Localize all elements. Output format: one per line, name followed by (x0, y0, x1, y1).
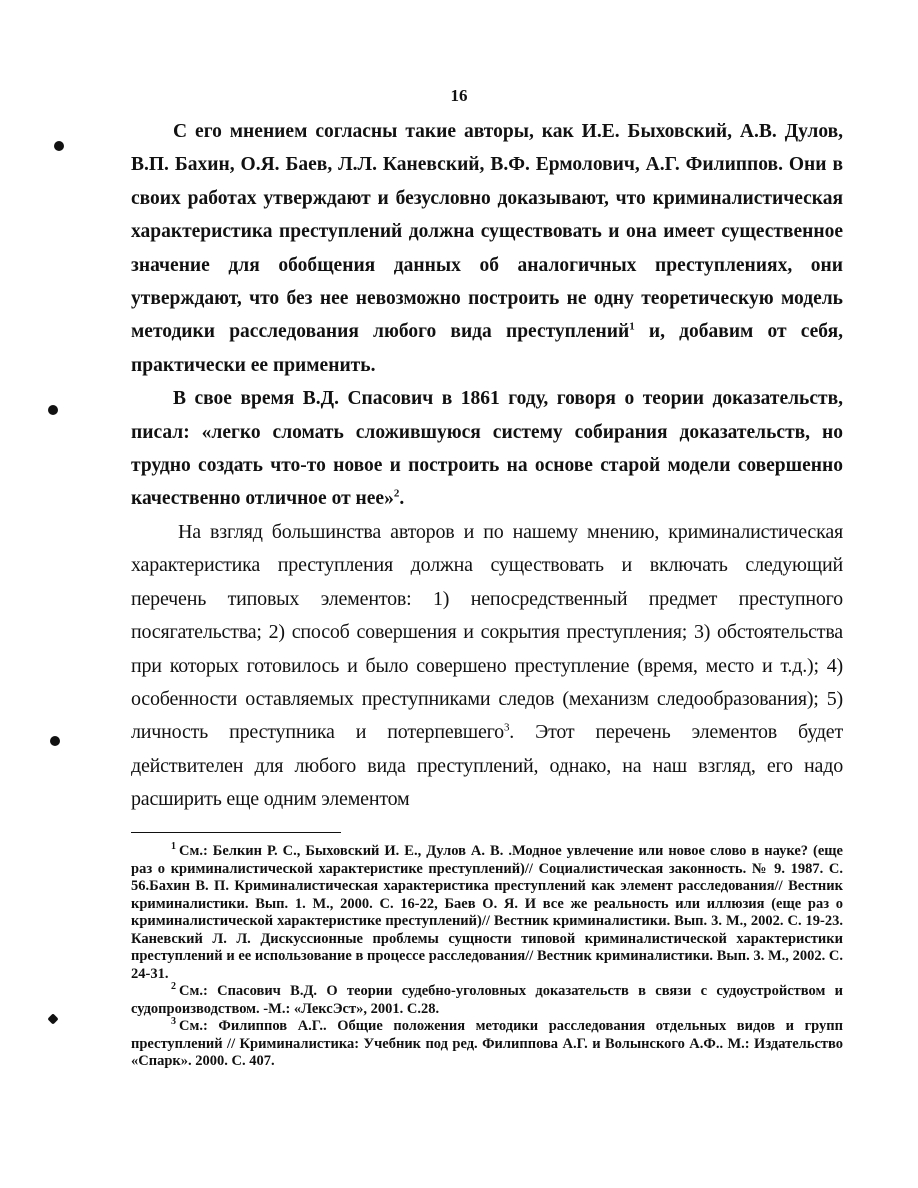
footnote-1-mark: 1 (171, 841, 176, 853)
paragraph-2-tail: . (399, 488, 405, 510)
page-number: 16 (450, 86, 468, 105)
footnote-separator (131, 832, 341, 833)
footnote-3 (131, 1018, 843, 1071)
paragraph-1 (131, 115, 843, 382)
body-text (131, 115, 843, 817)
footnote-1 (131, 843, 843, 983)
punch-hole-mark (50, 736, 60, 746)
paragraph-2 (131, 382, 843, 516)
paragraph-1-tail: и, добавим от себя, практически ее применить. (131, 321, 843, 376)
paragraph-3 (131, 516, 843, 817)
footnote-ref-3: 3 (503, 721, 510, 734)
punch-hole-mark (48, 405, 58, 415)
footnote-3-mark: 3 (171, 1016, 176, 1028)
footnote-1-text: См.: Белкин Р. С., Быховский И. Е., Дулов А. В. .Модное увлечение или новое слово в науке? (еще раз о криминалистической характеристике преступлений)// Социалистическая законность. № 9. 1987. С. 56.Бахин В. П. Криминалистическая характеристика преступлений как элемент расследования// Вестник криминалистики. Вып. 1. М., 2000. С. 16-22, Баев О. Я. И все же реальность или иллюзия (еще раз о криминалистической характеристике преступлений)// Вестник криминалистики. Вып. 3. М., 2002. С. 19-23. Каневский Л. Л. Дискуссионные проблемы сущности типовой криминалистической характеристики преступлений и ее использование в процессе расследования// Вестник криминалистики. Вып. 3. М., 2002. С. 24-31. (131, 843, 843, 982)
footnote-3-text: См.: Филиппов А.Г.. Общие положения методики расследования отдельных видов и групп преступлений // Криминалистика: Учебник под ред. Филиппова А.Г. и Волынского А.Ф.. М.: Издательство «Спарк». 2000. С. 407. (131, 1018, 843, 1069)
footnote-2-mark: 2 (171, 981, 176, 993)
punch-hole-mark (47, 1013, 58, 1024)
paragraph-2-text: В свое время В.Д. Спасович в 1861 году, говоря о теории доказательств, писал: «легко сломать сложившуюся систему собирания доказательств, но трудно создать что-то новое и построить на основе старой модели совершенно качественно отличное от нее» (131, 388, 843, 510)
footnote-ref-1: 1 (629, 320, 635, 333)
paragraph-3-text: На взгляд большинства авторов и по нашему мнению, криминалистическая характеристика преступления должна существовать и включать следующий перечень типовых элементов: 1) непосредственный предмет преступного посягательства; 2) способ совершения и сокрытия преступления; 3) обстоятельства при которых готовилось и было совершено преступление (время, место и т.д.); 4) особенности оставляемых преступниками следов (механизм следообразования); 5) личность преступника и потерпевшего (131, 520, 843, 744)
footnote-2-text: См.: Спасович В.Д. О теории судебно-уголовных доказательств в связи с судоустройством и судопроизводством. -М.: «ЛексЭст», 2001. С.28. (131, 983, 843, 1017)
footnote-ref-2: 2 (393, 487, 400, 500)
footnotes (131, 843, 843, 1071)
paragraph-1-text: С его мнением согласны такие авторы, как И.Е. Быховский, А.В. Дулов, В.П. Бахин, О.Я. Баев, Л.Л. Каневский, В.Ф. Ермолович, А.Г. Филиппов. Они в своих работах утверждают и безусловно доказывают, что криминалистическая характеристика преступлений должна существовать и она имеет существенное значение для обобщения данных об аналогичных преступлениях, они утверждают, что без нее невозможно построить не одну теоретическую модель методики расследования любого вида преступлений (131, 121, 843, 343)
punch-hole-mark (54, 141, 64, 151)
paragraph-3-tail: . Этот перечень элементов будет действителен для любого вида преступлений, однако, на наш взгляд, его надо расширить еще одним элементом (131, 721, 844, 811)
footnote-2 (131, 983, 843, 1018)
